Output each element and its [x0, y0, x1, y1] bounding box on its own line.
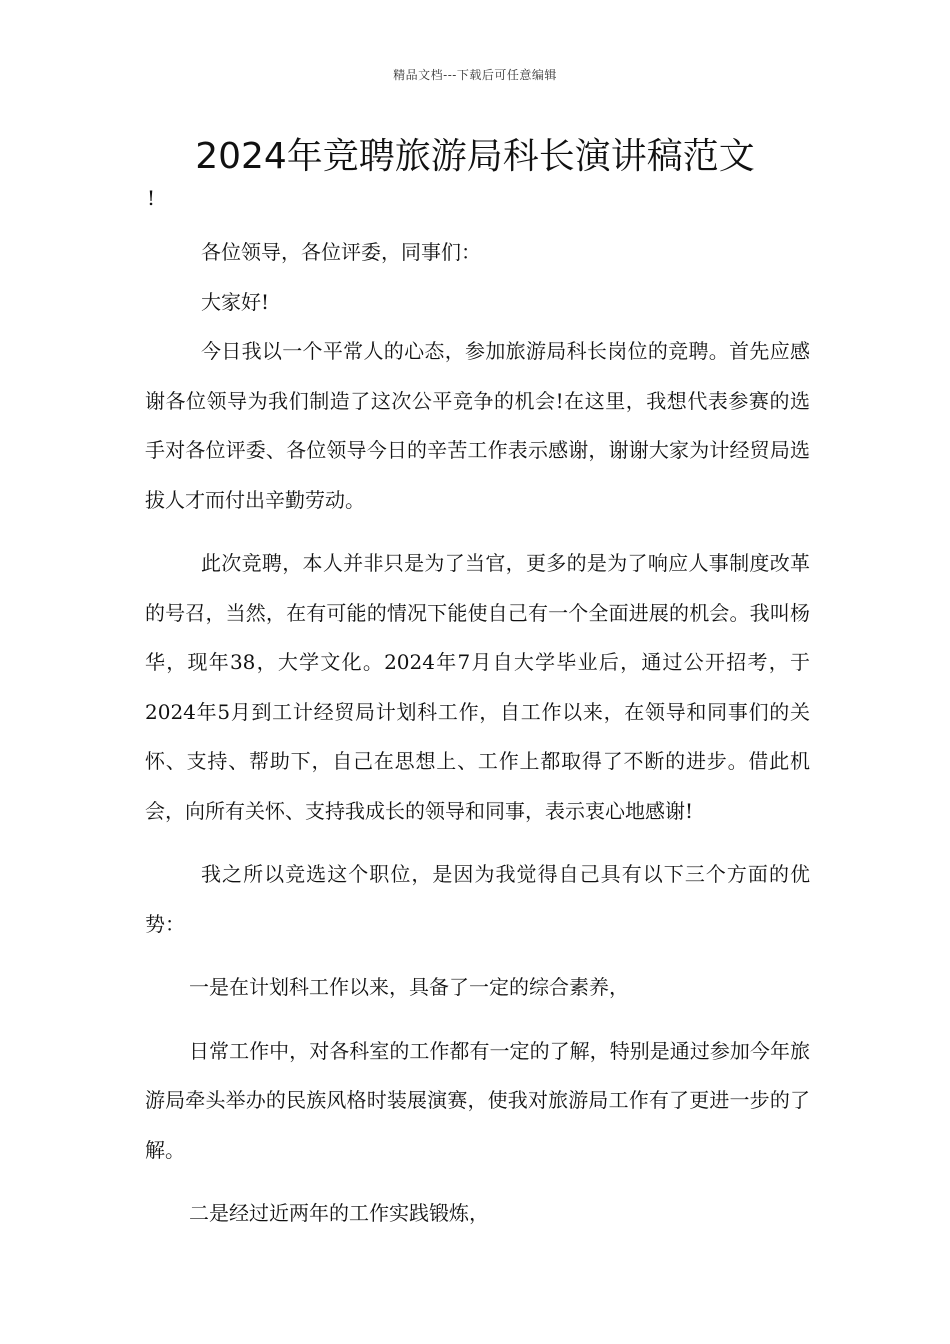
paragraph-advantages: 我之所以竞选这个职位，是因为我觉得自己具有以下三个方面的优势： [145, 862, 810, 936]
paragraph-intro: 今日我以一个平常人的心态，参加旅游局科长岗位的竞聘。首先应感谢各位领导为我们制造了这次公平竞争的机会!在这里，我想代表参赛的选手对各位评委、各位领导今日的辛苦工作表示感谢，谢谢大家为计经贸局选拔人才而付出辛勤劳动。 [145, 339, 810, 512]
advantage-one-detail: 日常工作中，对各科室的工作都有一定的了解，特别是通过参加今年旅游局牵头举办的民族风格时装展演赛，使我对旅游局工作有了更进一步的了解。 [145, 1038, 810, 1162]
salutation: 各位领导，各位评委，同事们： [201, 240, 481, 264]
stray-exclamation: ! [147, 186, 156, 210]
greeting: 大家好! [201, 289, 270, 314]
paragraph-background: 此次竞聘，本人并非只是为了当官，更多的是为了响应人事制度改革的号召，当然，在有可能的情况下能使自己有一个全面进展的机会。我叫杨华，现年38，大学文化。2024年7月自大学毕业后，通过公开招考，于2024年5月到工计经贸局计划科工作，自工作以来，在领导和同事们的关怀、支持、帮助下，自己在思想上、工作上都取得了不断的进步。借此机会，向所有关怀、支持我成长的领导和同事，表示衷心地感谢! [145, 551, 810, 823]
document-body [145, 228, 810, 1239]
document-title: 2024年竞聘旅游局科长演讲稿范文 [195, 136, 755, 177]
advantage-one: 一是在计划科工作以来，具备了一定的综合素养， [189, 975, 629, 999]
page-header: 精品文档---下载后可任意编辑 [393, 68, 557, 82]
advantage-two: 二是经过近两年的工作实践锻炼， [189, 1201, 489, 1225]
